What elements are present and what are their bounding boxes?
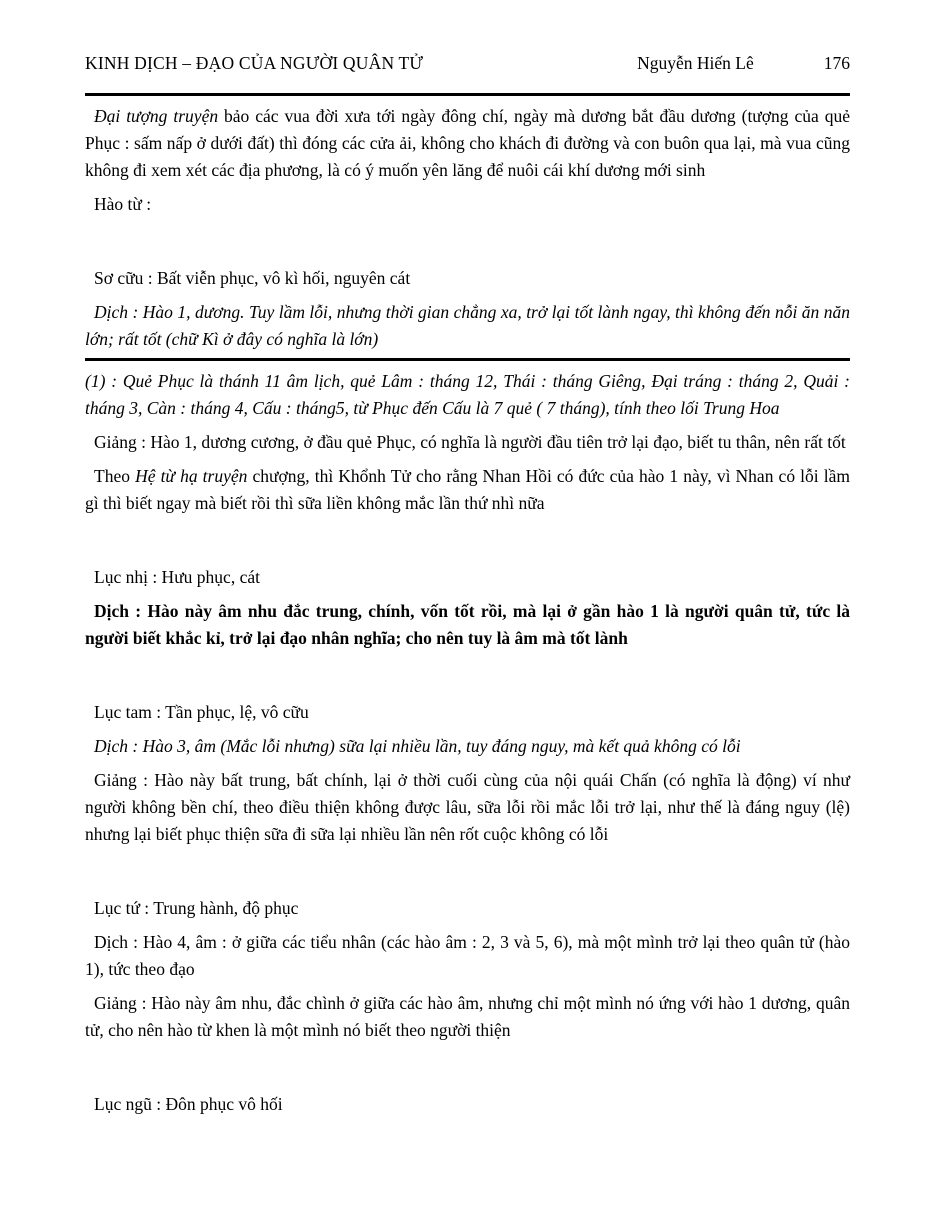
paragraph-dich-luc-nhi: Dịch : Hào này âm nhu đắc trung, chính, vốn tốt rồi, mà lại ở gần hào 1 là người quân tử, tức là người biết khắc kỉ, trở lại đạo nhân nghĩa; cho nên tuy là âm mà tốt lành: [85, 601, 850, 648]
paragraph-theo: [85, 463, 850, 517]
paragraph-dai-tuong: [85, 103, 850, 184]
paragraph-giang-hao1: Giảng : Hào 1, dương cương, ở đầu quẻ Phục, có nghĩa là người đầu tiên trở lại đạo, biết tu thân, nên rất tốt: [94, 432, 846, 452]
paragraph-luc-ngu: Lục ngũ : Đôn phục vô hối: [94, 1094, 283, 1114]
dai-tuong-lead: Đại tượng truyện: [94, 106, 219, 126]
author-name: Nguyễn Hiến Lê: [637, 53, 754, 73]
paragraph-dich-luc-tu: Dịch : Hào 4, âm : ở giữa các tiểu nhân (các hào âm : 2, 3 và 5, 6), mà một mình trở lại theo quân tử (hào 1), tức theo đạo: [85, 932, 850, 979]
dai-tuong-rest: bảo các vua đời xưa tới ngày đông chí, ngày mà dương bắt đầu dương (tượng của quẻ Phục : sấm nấp ở dưới đất) thì đóng các cửa ải, không cho khách đi đường và con buôn qua lại, mà vua cũng không đi xem xét các địa phương, là có ý muốn yên lăng để nuôi cái khí dương mới sinh: [85, 106, 850, 180]
paragraph-dich-hao1: Dịch : Hào 1, dương. Tuy lầm lỗi, nhưng thời gian chẳng xa, trở lại tốt lành ngay, thì không đến nỗi ăn năn lớn; rất tốt (chữ Kì ở đây có nghĩa là lớn): [85, 302, 850, 349]
theo-pre: Theo: [94, 466, 136, 486]
paragraph-giang-luc-tu: Giảng : Hào này âm nhu, đắc chình ở giữa các hào âm, nhưng chỉ một mình nó ứng với hào 1 dương, quân tử, cho nên hào từ khen là một mình nó biết theo người thiện: [85, 993, 850, 1040]
paragraph-footnote: (1) : Quẻ Phục là thánh 11 âm lịch, quẻ Lâm : tháng 12, Thái : tháng Giêng, Đại tráng : tháng 2, Quải : tháng 3, Càn : tháng 4, Cấu : tháng5, từ Phục đến Cấu là 7 quẻ ( 7 tháng), tính theo lối Trung Hoa: [85, 371, 850, 418]
paragraph-hao-tu: Hào từ :: [94, 194, 152, 214]
paragraph-luc-tu: Lục tứ : Trung hành, độ phục: [94, 898, 299, 918]
paragraph-so-cuu: Sơ cữu : Bất viễn phục, vô kì hối, nguyên cát: [94, 268, 411, 288]
header-rule: [85, 93, 850, 96]
theo-post: chượng, thì Khổnh Tử cho rằng Nhan Hồi có đức của hào 1 này, vì Nhan có lỗi lầm gì thì biết ngay mà biết rồi thì sữa liền không mắc lần thứ nhì nữa: [85, 466, 850, 513]
book-title: KINH DỊCH – ĐẠO CỦA NGƯỜI QUÂN TỬ: [85, 53, 424, 73]
theo-italic: Hệ từ hạ truyện: [135, 466, 248, 486]
paragraph-luc-tam: Lục tam : Tần phục, lệ, vô cữu: [94, 702, 309, 722]
page-header: [85, 50, 850, 77]
paragraph-luc-nhi: Lục nhị : Hưu phục, cát: [94, 567, 260, 587]
page-number: 176: [823, 53, 850, 73]
footnote-rule: [85, 358, 850, 361]
paragraph-dich-luc-tam: Dịch : Hào 3, âm (Mắc lỗi nhưng) sữa lại nhiều lần, tuy đáng nguy, mà kết quả không có lỗi: [94, 736, 741, 756]
paragraph-giang-luc-tam: Giảng : Hào này bất trung, bất chính, lại ở thời cuối cùng của nội quái Chấn (có nghĩa là động) ví như người không bền chí, theo điều thiện không được lâu, sữa lỗi rồi mắc lỗi trở lại, như thế là đáng nguy (lệ) nhưng lại biết phục thiện sữa đi sữa lại nhiều lần nên rốt cuộc không có lỗi: [85, 770, 850, 844]
